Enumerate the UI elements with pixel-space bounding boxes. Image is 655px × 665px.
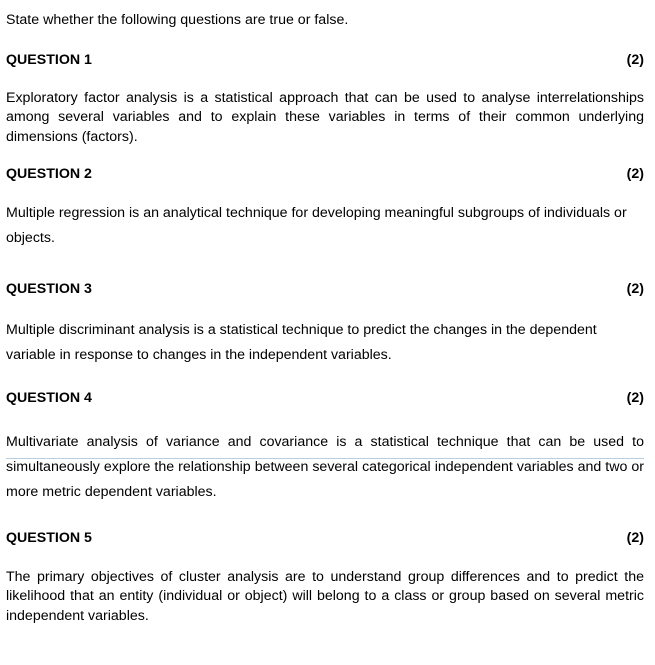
question-4-title: QUESTION 4 [6, 390, 92, 406]
question-2-text: Multiple regression is an analytical technique for developing meaningful subgroups of individuals or objects. [6, 205, 627, 246]
question-5-marks: (2) [626, 530, 644, 546]
question-1-text: Exploratory factor analysis is a statistical approach that can be used to analyse interrelationships among several variables and to explain these variables in terms of their common underlying dimensions (factors). [6, 90, 644, 145]
question-1-title: QUESTION 1 [6, 52, 92, 68]
question-5-text: The primary objectives of cluster analysis are to understand group differences and to predict the likelihood that an entity (individual or object) will belong to a class or group based on several metric independent variables. [6, 569, 644, 624]
question-2-header [6, 165, 644, 184]
question-1-marks: (2) [626, 52, 644, 68]
question-3-marks: (2) [626, 281, 644, 297]
question-3-header [6, 280, 644, 299]
question-5-title: QUESTION 5 [6, 530, 92, 546]
question-5-header [6, 529, 644, 548]
question-2-marks: (2) [626, 166, 644, 182]
instructions: State whether the following questions are true or false. [6, 12, 349, 28]
question-3-title: QUESTION 3 [6, 281, 92, 297]
question-4-text: Multivariate analysis of variance and covariance is a statistical technique that can be used to simultaneously explore the relationship between several categorical independent variables and two or more metric dependent variables. [6, 434, 644, 500]
question-4-header [6, 389, 644, 408]
question-4-marks: (2) [626, 390, 644, 406]
question-1-header [6, 51, 644, 70]
question-2-title: QUESTION 2 [6, 166, 92, 182]
question-3-text: Multiple discriminant analysis is a statistical technique to predict the changes in the dependent variable in response to changes in the independent variables. [6, 322, 597, 363]
